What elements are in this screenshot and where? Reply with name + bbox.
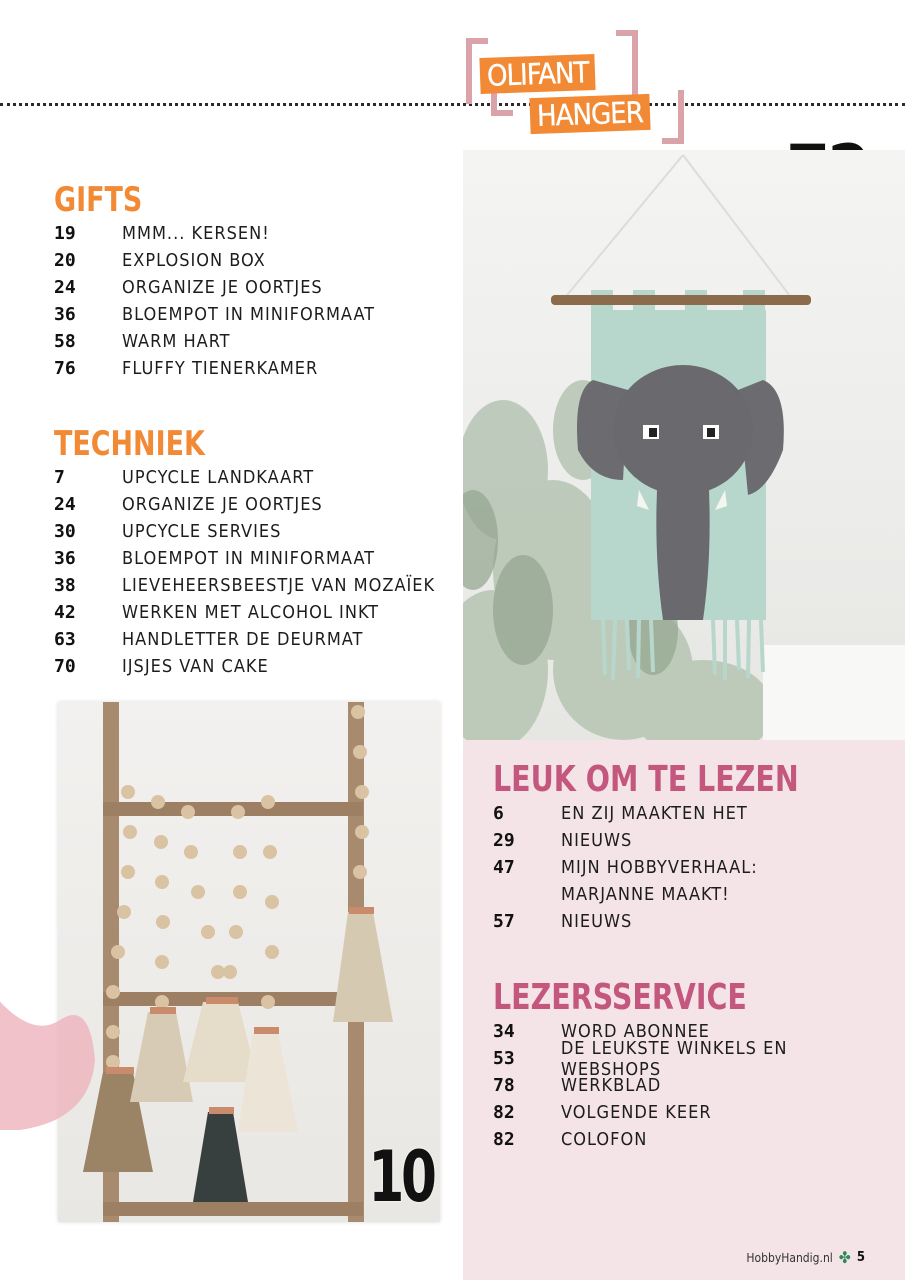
dotted-divider (0, 103, 905, 106)
toc-title: UPCYCLE SERVIES (122, 521, 282, 542)
tassel-page-number: 10 (368, 1136, 434, 1218)
toc-title: MIJN HOBBYVERHAAL: (561, 857, 758, 878)
toc-page: 19 (54, 223, 76, 244)
toc-page: 53 (493, 1048, 515, 1069)
elephant-illustration (463, 150, 905, 740)
section-lezersservice (493, 978, 893, 1153)
toc-item[interactable] (54, 328, 454, 355)
feature-label (466, 30, 686, 145)
toc-title: HANDLETTER DE DEURMAT (122, 629, 364, 650)
toc-page: 38 (54, 575, 76, 596)
toc-item[interactable] (54, 545, 454, 572)
toc-title: BLOEMPOT IN MINIFORMAAT (122, 304, 376, 325)
toc-title: UPCYCLE LANDKAART (122, 467, 315, 488)
toc-item[interactable] (493, 1099, 893, 1126)
toc-title: COLOFON (561, 1129, 648, 1150)
toc-item[interactable] (493, 908, 893, 935)
toc-page: 58 (54, 331, 76, 352)
toc-item[interactable] (54, 301, 454, 328)
toc-item[interactable] (54, 247, 454, 274)
bracket-decoration (616, 30, 638, 96)
toc-item[interactable] (493, 1126, 893, 1153)
section-gifts (54, 180, 454, 382)
section-heading: LEUK OM TE LEZEN (493, 759, 799, 800)
toc-item[interactable] (493, 854, 893, 881)
toc-title: NIEUWS (561, 911, 633, 932)
toc-title: ORGANIZE JE OORTJES (122, 494, 323, 515)
toc-title: WERKBLAD (561, 1075, 662, 1096)
toc-title: MMM... KERSEN! (122, 223, 270, 244)
section-techniek (54, 424, 454, 680)
bracket-decoration (662, 90, 684, 144)
toc-page: 24 (54, 277, 76, 298)
elephant-hanger-photo[interactable] (463, 150, 905, 740)
toc-title: WORD ABONNEE (561, 1021, 710, 1042)
yarn-decoration (0, 940, 100, 1140)
section-heading: GIFTS (54, 180, 143, 220)
toc-item[interactable] (54, 491, 454, 518)
section-heading: LEZERSSERVICE (493, 977, 747, 1018)
toc-list (54, 220, 454, 382)
feature-label-line1: OLIFANT (479, 54, 596, 94)
toc-page: 63 (54, 629, 76, 650)
toc-title: MARJANNE MAAKT! (561, 884, 730, 905)
toc-page: 57 (493, 911, 515, 932)
toc-item[interactable] (54, 599, 454, 626)
toc-page: 30 (54, 521, 76, 542)
toc-item[interactable] (54, 464, 454, 491)
page-folio: 5 (856, 1250, 865, 1265)
toc-page: 47 (493, 857, 515, 878)
section-heading: TECHNIEK (54, 424, 205, 464)
toc-page: 82 (493, 1129, 515, 1150)
toc-item[interactable] (54, 518, 454, 545)
toc-item[interactable] (54, 355, 454, 382)
site-name[interactable]: HobbyHandig.nl (746, 1250, 833, 1265)
toc-list (54, 464, 454, 680)
toc-page: 82 (493, 1102, 515, 1123)
toc-title: LIEVEHEERSBEESTJE VAN MOZAÏEK (122, 575, 436, 596)
toc-list (493, 1018, 893, 1153)
toc-item[interactable] (493, 827, 893, 854)
toc-page: 24 (54, 494, 76, 515)
toc-title: BLOEMPOT IN MINIFORMAAT (122, 548, 376, 569)
toc-title: VOLGENDE KEER (561, 1102, 712, 1123)
toc-page: 7 (54, 467, 65, 488)
toc-list (493, 800, 893, 935)
toc-title: EXPLOSION BOX (122, 250, 266, 271)
toc-title: IJSJES VAN CAKE (122, 656, 269, 677)
toc-title: ORGANIZE JE OORTJES (122, 277, 323, 298)
toc-title: DE LEUKSTE WINKELS EN WEBSHOPS (560, 1037, 788, 1080)
toc-page: 6 (493, 803, 504, 824)
toc-page: 36 (54, 304, 76, 325)
toc-title: FLUFFY TIENERKAMER (122, 358, 319, 379)
toc-item[interactable] (54, 653, 454, 680)
feature-label-line2: HANGER (529, 94, 650, 134)
toc-page: 34 (493, 1021, 515, 1042)
toc-item[interactable] (493, 800, 893, 827)
toc-page: 78 (493, 1075, 515, 1096)
toc-item[interactable] (54, 274, 454, 301)
toc-title: WARM HART (122, 331, 231, 352)
tassel-necklace-photo[interactable] (58, 702, 440, 1222)
clover-icon: ✤ (838, 1248, 851, 1267)
toc-item[interactable] (54, 626, 454, 653)
toc-page: 76 (54, 358, 76, 379)
toc-item[interactable] (54, 572, 454, 599)
toc-item[interactable] (54, 220, 454, 247)
toc-title: WERKEN MET ALCOHOL INKT (122, 602, 380, 623)
toc-page: 70 (54, 656, 76, 677)
toc-title: EN ZIJ MAAKTEN HET (561, 803, 748, 824)
toc-page: 36 (54, 548, 76, 569)
toc-title: NIEUWS (561, 830, 633, 851)
section-leuk-om-te-lezen (493, 760, 893, 935)
toc-item[interactable] (493, 881, 893, 908)
toc-page: 42 (54, 602, 76, 623)
toc-item[interactable] (493, 1037, 893, 1080)
page-footer (746, 1248, 865, 1267)
toc-page: 29 (493, 830, 515, 851)
toc-page: 20 (54, 250, 76, 271)
